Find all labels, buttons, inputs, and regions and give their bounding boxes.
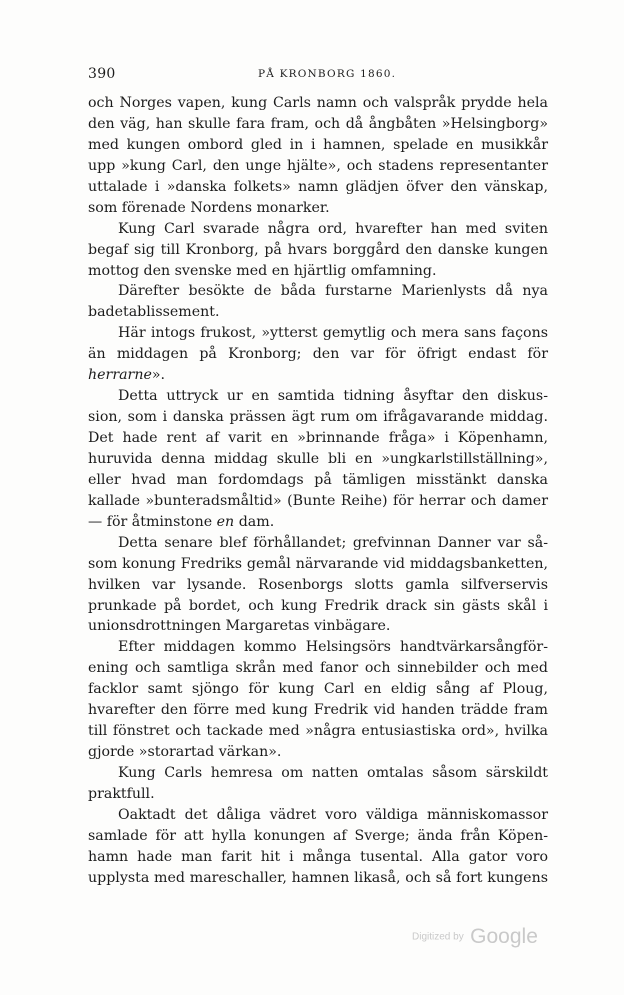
text-line: Detta uttryck ur en samtida tidning åsyftar den diskus-	[118, 388, 548, 405]
emphasized-word: en	[216, 513, 235, 530]
text-line: Detta senare blef förhållandet; grefvinnan Danner var så-	[118, 534, 548, 551]
text-line: kallade »bunteradsmåltid» (Bunte Reihe) för herrar och damer	[88, 492, 548, 509]
page-number: 390	[88, 66, 116, 82]
text-line: Därefter besökte de båda furstarne Marienlysts då nya	[118, 283, 548, 300]
text-line: till fönstret och tackade med »några entusiastiska ord», hvilka	[88, 723, 548, 740]
text-line: mottog den svenske med en hjärtlig omfamning.	[88, 262, 437, 279]
text-line: unionsdrottningen Margaretas vinbägare.	[88, 618, 391, 635]
text-line: prunkade på bordet, och kung Fredrik drack sin gästs skål i	[88, 597, 548, 614]
text-line: begaf sig till Kronborg, på hvars borggård den danske kungen	[88, 241, 548, 258]
text-line: hvarefter den förre med kung Fredrik vid handen trädde fram	[88, 702, 548, 719]
text-line: upplysta med mareschaller, hamnen likaså, och så fort kungens	[88, 869, 548, 886]
text-line: med kungen ombord gled in i hamnen, spelade en musikkår	[88, 136, 548, 153]
google-logo: Google	[470, 925, 538, 948]
text-line: ening och samtliga skrån med fanor och sinnebilder och med	[88, 660, 548, 677]
text-line: Här intogs frukost, »ytterst gemytlig och mera sans façons	[118, 325, 548, 342]
text-line: än middagen på Kronborg; den var för öfrigt endast för	[88, 346, 548, 363]
text-line: Oaktadt det dåliga vädret voro väldiga människomassor	[118, 806, 548, 823]
text-line: hvilken var lysande. Rosenborgs slotts gamla silfverservis	[88, 576, 548, 593]
text-line: Efter middagen kommo Helsingsörs handtvärkarsångför-	[118, 639, 548, 656]
text-line: eller hvad man fordomdags på tämligen misstänkt danska	[88, 471, 548, 488]
text-line: som förenade Nordens monarker.	[88, 199, 330, 216]
text-line: Kung Carls hemresa om natten omtalas såsom särskildt	[118, 765, 548, 781]
text-line: upp »kung Carl, den unge hjälte», och stadens representanter	[88, 157, 548, 174]
text-line: facklor samt sjöngo för kung Carl en eldig sång af Ploug,	[88, 681, 548, 698]
body-text	[88, 93, 548, 889]
text-line: och Norges vapen, kung Carls namn och valspråk prydde hela	[88, 95, 548, 111]
text-line: sion, som i danska prässen ägt rum om ifrågavarande middag.	[88, 409, 548, 426]
watermark-prefix: Digitized by	[412, 931, 464, 943]
running-head: PÅ KRONBORG 1860.	[258, 68, 397, 80]
page-header	[88, 66, 548, 86]
text-line: Det hade rent af varit en »brinnande fråga» i Köpenhamn,	[88, 430, 548, 446]
text-line: uttalade i »danska folkets» namn glädjen öfver den vänskap,	[88, 178, 548, 195]
text-line: hamn hade man farit hit i många tusental. Alla gator voro	[88, 848, 548, 865]
text-line: herrarne».	[88, 367, 166, 384]
text-line: huruvida denna middag skulle bli en »ungkarlstillställning»,	[88, 450, 548, 467]
text-line: — för åtminstone en dam.	[88, 513, 275, 530]
text-line: praktfull.	[88, 785, 155, 802]
text-line: Kung Carl svarade några ord, hvarefter han med sviten	[118, 220, 548, 237]
text-line: badetablissement.	[88, 304, 220, 321]
digitized-by-google-watermark	[412, 925, 542, 955]
emphasized-word: herrarne	[88, 367, 152, 384]
text-line: som konung Fredriks gemål närvarande vid middagsbanketten,	[88, 555, 548, 572]
text-line: den väg, han skulle fara fram, och då ångbåten »Helsingborg»	[88, 115, 548, 132]
text-line: samlade för att hylla konungen af Sverge; ända från Köpen-	[88, 827, 548, 844]
text-line: gjorde »storartad värkan».	[88, 744, 282, 761]
